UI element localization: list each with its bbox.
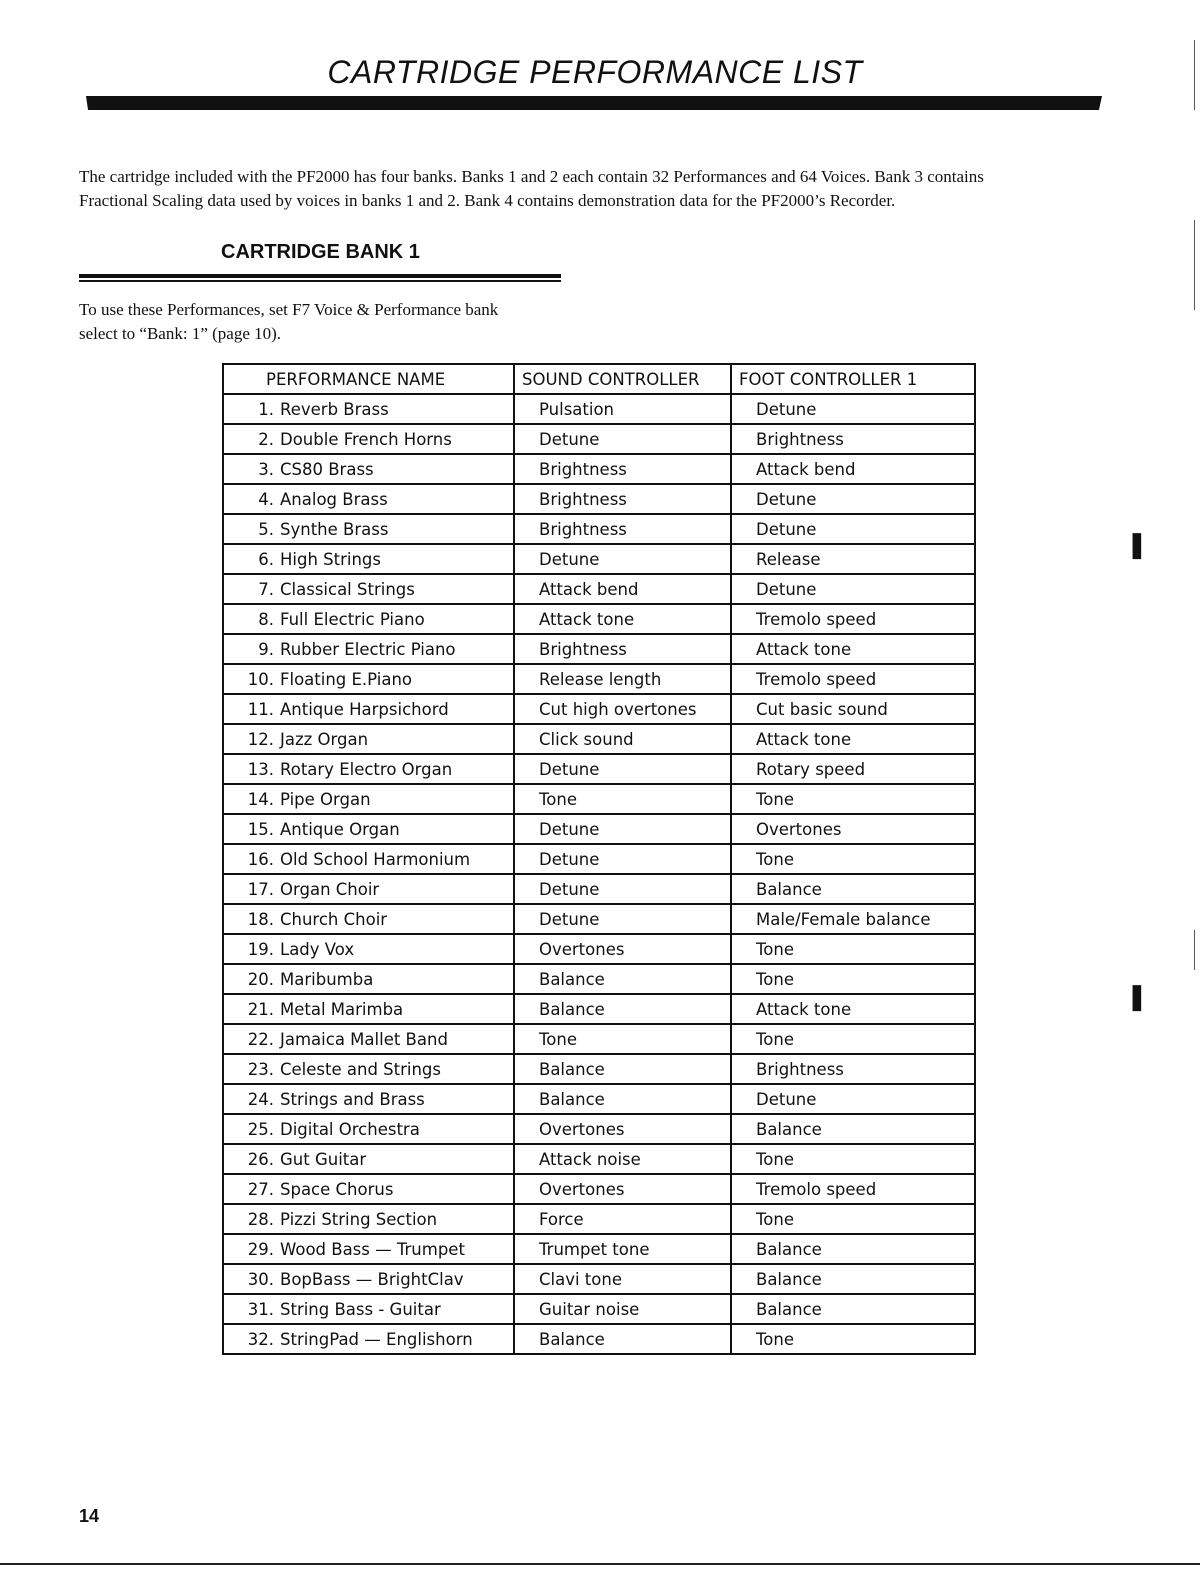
performance-name-cell [223,454,514,484]
intro-line: Fractional Scaling data used by voices in banks 1 and 2. Bank 4 contains demonstration data for the PF2000’s Recorder. [79,191,896,210]
performance-number: 11. [247,699,274,719]
performance-name: Gut Guitar [280,1149,367,1169]
performance-name: Pipe Organ [280,789,371,809]
performance-number: 30. [247,1269,274,1289]
performance-name: Lady Vox [280,939,355,959]
foot-controller-cell: Tone [731,1144,975,1174]
performance-number: 27. [247,1179,274,1199]
performance-name: Antique Organ [280,819,400,839]
sound-controller-cell: Cut high overtones [514,694,731,724]
table-row [223,604,975,634]
page-number: 14 [79,1506,100,1526]
table-row [223,1114,975,1144]
foot-controller-cell: Overtones [731,814,975,844]
performance-number: 25. [247,1119,274,1139]
performance-name: Rubber Electric Piano [280,639,456,659]
performance-name: Synthe Brass [280,519,389,539]
performance-name: Pizzi String Section [280,1209,438,1229]
table-row [223,424,975,454]
performance-name: Church Choir [280,909,388,929]
sound-controller-cell: Detune [514,874,731,904]
performance-name: Organ Choir [280,879,380,899]
bank-heading: CARTRIDGE BANK 1 [221,241,420,263]
sound-controller-cell: Overtones [514,934,731,964]
performance-number: 23. [247,1059,274,1079]
intro-line: The cartridge included with the PF2000 has four banks. Banks 1 and 2 each contain 32 Performances and 64 Voices. Bank 3 contains [79,167,984,186]
instruction-line: To use these Performances, set F7 Voice & Performance bank [79,300,499,319]
foot-controller-cell: Detune [731,514,975,544]
foot-controller-cell: Detune [731,574,975,604]
table-row [223,844,975,874]
sound-controller-cell: Attack noise [514,1144,731,1174]
performance-number: 19. [247,939,274,959]
table-row [223,784,975,814]
foot-controller-cell: Tone [731,964,975,994]
sound-controller-cell: Detune [514,754,731,784]
header-performance-name: PERFORMANCE NAME [223,364,514,394]
table-body [223,394,975,1354]
foot-controller-cell: Release [731,544,975,574]
performance-name-cell [223,484,514,514]
table-row [223,1054,975,1084]
sound-controller-cell: Attack bend [514,574,731,604]
performance-number: 3. [258,459,274,479]
binding-hole-mark: ❚ [1126,982,1148,1012]
performance-name-cell [223,1084,514,1114]
foot-controller-cell: Detune [731,484,975,514]
sound-controller-cell: Balance [514,1324,731,1354]
foot-controller-cell: Detune [731,394,975,424]
performance-name: Full Electric Piano [280,609,425,629]
foot-controller-cell: Brightness [731,1054,975,1084]
performance-name-cell [223,634,514,664]
performance-name: High Strings [280,549,382,569]
performance-number: 5. [258,519,274,539]
performance-name-cell [223,424,514,454]
performance-name-cell [223,1114,514,1144]
scan-edge-line [1194,40,1195,110]
performance-name: Strings and Brass [280,1089,425,1109]
performance-name-cell [223,814,514,844]
bank-heading-rule-thin [79,280,561,282]
performance-name-cell [223,724,514,754]
performance-number: 18. [247,909,274,929]
performance-name-cell [223,1234,514,1264]
table-row [223,934,975,964]
performance-name-cell [223,1024,514,1054]
performance-table [222,363,976,1355]
performance-name: CS80 Brass [280,459,374,479]
performance-name-cell [223,1144,514,1174]
foot-controller-cell: Tremolo speed [731,1174,975,1204]
table-row [223,574,975,604]
sound-controller-cell: Click sound [514,724,731,754]
performance-number: 12. [247,729,274,749]
performance-name-cell [223,1054,514,1084]
performance-name-cell [223,754,514,784]
performance-number: 21. [247,999,274,1019]
table-header-row [223,364,975,394]
performance-name: StringPad — Englishorn [280,1329,473,1349]
table-row [223,904,975,934]
sound-controller-cell: Detune [514,544,731,574]
foot-controller-cell: Balance [731,1264,975,1294]
table-row [223,964,975,994]
performance-name: Floating E.Piano [280,669,413,689]
foot-controller-cell: Tremolo speed [731,604,975,634]
table-row [223,544,975,574]
performance-name: Metal Marimba [280,999,404,1019]
foot-controller-cell: Tone [731,1024,975,1054]
scan-edge-line [1194,220,1195,310]
table-row [223,1324,975,1354]
foot-controller-cell: Balance [731,1114,975,1144]
sound-controller-cell: Balance [514,1084,731,1114]
performance-name-cell [223,844,514,874]
bank-heading-rule [79,274,561,278]
foot-controller-cell: Male/Female balance [731,904,975,934]
foot-controller-cell: Balance [731,874,975,904]
sound-controller-cell: Overtones [514,1114,731,1144]
performance-name-cell [223,604,514,634]
header-foot-controller: FOOT CONTROLLER 1 [731,364,975,394]
title-rule [86,96,1102,110]
performance-number: 22. [247,1029,274,1049]
performance-number: 9. [258,639,274,659]
performance-number: 15. [247,819,274,839]
table-row [223,1174,975,1204]
performance-name-cell [223,394,514,424]
table-row [223,394,975,424]
sound-controller-cell: Trumpet tone [514,1234,731,1264]
foot-controller-cell: Brightness [731,424,975,454]
bottom-rule [0,1563,1200,1565]
performance-name: Reverb Brass [280,399,389,419]
foot-controller-cell: Balance [731,1234,975,1264]
sound-controller-cell: Brightness [514,514,731,544]
performance-number: 10. [247,669,274,689]
table-row [223,754,975,784]
foot-controller-cell: Detune [731,1084,975,1114]
sound-controller-cell: Guitar noise [514,1294,731,1324]
table-row [223,814,975,844]
performance-name-cell [223,874,514,904]
foot-controller-cell: Rotary speed [731,754,975,784]
performance-name-cell [223,1324,514,1354]
performance-name: Antique Harpsichord [280,699,449,719]
performance-name-cell [223,784,514,814]
performance-name-cell [223,694,514,724]
sound-controller-cell: Brightness [514,634,731,664]
table-row [223,484,975,514]
performance-number: 16. [247,849,274,869]
performance-name-cell [223,904,514,934]
sound-controller-cell: Balance [514,964,731,994]
table-row [223,874,975,904]
foot-controller-cell: Tone [731,844,975,874]
foot-controller-cell: Cut basic sound [731,694,975,724]
performance-number: 7. [258,579,274,599]
performance-name: Wood Bass — Trumpet [280,1239,465,1259]
instruction-line: select to “Bank: 1” (page 10). [79,324,282,343]
instruction-paragraph [79,298,579,346]
performance-name: Double French Horns [280,429,452,449]
sound-controller-cell: Overtones [514,1174,731,1204]
sound-controller-cell: Balance [514,1054,731,1084]
performance-name-cell [223,1264,514,1294]
binding-hole-mark: ❚ [1126,530,1148,560]
table-row [223,1144,975,1174]
performance-name: Digital Orchestra [280,1119,420,1139]
performance-name: Rotary Electro Organ [280,759,453,779]
table-row [223,664,975,694]
performance-name-cell [223,994,514,1024]
performance-number: 4. [258,489,274,509]
performance-number: 1. [258,399,274,419]
performance-number: 13. [247,759,274,779]
performance-number: 14. [247,789,274,809]
performance-number: 28. [247,1209,274,1229]
performance-number: 17. [247,879,274,899]
performance-name: Classical Strings [280,579,415,599]
foot-controller-cell: Attack tone [731,994,975,1024]
sound-controller-cell: Release length [514,664,731,694]
performance-name: Jamaica Mallet Band [280,1029,448,1049]
table-row [223,1264,975,1294]
sound-controller-cell: Brightness [514,484,731,514]
page-title: CARTRIDGE PERFORMANCE LIST [327,54,863,90]
performance-number: 26. [247,1149,274,1169]
sound-controller-cell: Tone [514,1024,731,1054]
performance-name-cell [223,1204,514,1234]
performance-name: Maribumba [280,969,374,989]
sound-controller-cell: Tone [514,784,731,814]
performance-number: 8. [258,609,274,629]
header-sound-controller: SOUND CONTROLLER [514,364,731,394]
table-row [223,724,975,754]
performance-name: Analog Brass [280,489,388,509]
table-row [223,1084,975,1114]
table-row [223,694,975,724]
sound-controller-cell: Brightness [514,454,731,484]
foot-controller-cell: Tremolo speed [731,664,975,694]
foot-controller-cell: Balance [731,1294,975,1324]
performance-name: Celeste and Strings [280,1059,441,1079]
sound-controller-cell: Balance [514,994,731,1024]
foot-controller-cell: Attack tone [731,634,975,664]
table-row [223,454,975,484]
intro-paragraph [79,165,1129,213]
table-row [223,994,975,1024]
table-row [223,514,975,544]
sound-controller-cell: Detune [514,844,731,874]
performance-number: 31. [247,1299,274,1319]
performance-name-cell [223,934,514,964]
table-row [223,1294,975,1324]
performance-name-cell [223,1174,514,1204]
sound-controller-cell: Attack tone [514,604,731,634]
performance-name: Space Chorus [280,1179,394,1199]
performance-name-cell [223,514,514,544]
foot-controller-cell: Tone [731,1324,975,1354]
scan-edge-line [1194,930,1195,970]
performance-name-cell [223,544,514,574]
performance-number: 32. [247,1329,274,1349]
performance-number: 24. [247,1089,274,1109]
performance-name: Jazz Organ [280,729,369,749]
sound-controller-cell: Detune [514,904,731,934]
foot-controller-cell: Attack tone [731,724,975,754]
table-row [223,1204,975,1234]
foot-controller-cell: Tone [731,1204,975,1234]
performance-name-cell [223,664,514,694]
table-row [223,634,975,664]
sound-controller-cell: Detune [514,814,731,844]
performance-name: String Bass - Guitar [280,1299,441,1319]
table-row [223,1234,975,1264]
foot-controller-cell: Attack bend [731,454,975,484]
sound-controller-cell: Force [514,1204,731,1234]
performance-name: Old School Harmonium [280,849,471,869]
performance-number: 6. [258,549,274,569]
performance-name-cell [223,1294,514,1324]
foot-controller-cell: Tone [731,934,975,964]
sound-controller-cell: Pulsation [514,394,731,424]
sound-controller-cell: Detune [514,424,731,454]
table-row [223,1024,975,1054]
performance-name-cell [223,964,514,994]
performance-number: 29. [247,1239,274,1259]
performance-number: 2. [258,429,274,449]
foot-controller-cell: Tone [731,784,975,814]
performance-name: BopBass — BrightClav [280,1269,464,1289]
sound-controller-cell: Clavi tone [514,1264,731,1294]
performance-number: 20. [247,969,274,989]
performance-name-cell [223,574,514,604]
